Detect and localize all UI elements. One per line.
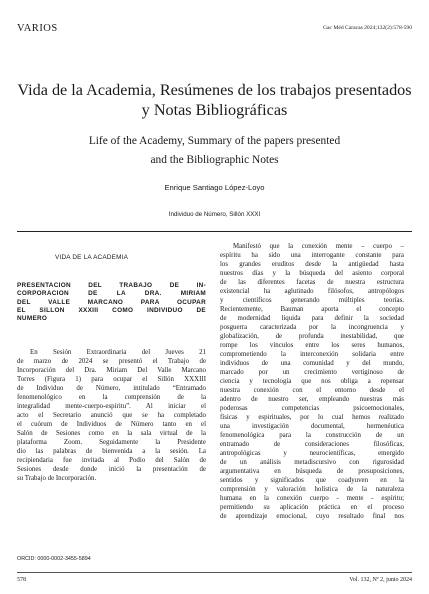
- body-line: acto el Secretario anunció que se ha completado: [17, 412, 206, 420]
- left-subheading: [17, 282, 206, 323]
- body-line: de aprendizaje emocional, cuyo resultado final nos: [220, 513, 404, 521]
- body-line: globalización, de profunda inestabilidad, que: [220, 333, 404, 341]
- title-en-line-2: and the Bibliographic Notes: [150, 154, 279, 166]
- header-divider: [17, 231, 412, 232]
- body-line: nuestros días y la búsqueda del asiento corporal: [220, 270, 404, 278]
- body-line: En Sesión Extraordinaria del Jueves 21: [30, 349, 206, 356]
- body-line: adentro de nuestro ser, empleando nuestras más: [220, 396, 404, 404]
- body-line: Recientemente, Bauman aporta el concepto: [220, 306, 404, 314]
- section-label: VARIOS: [17, 23, 58, 34]
- body-line: espíritu ha sido una interrogante constante para: [220, 252, 404, 260]
- body-line: entramado de consideraciones filosóficas,: [220, 441, 404, 449]
- footer-divider: [17, 572, 412, 573]
- body-line: de las diferentes facetas de nuestra estructura: [220, 279, 404, 287]
- orcid-note: ORCID: 0000-0002-3455-5894: [17, 556, 91, 562]
- article-title-english: [0, 132, 429, 170]
- body-line: Torres (Figura 1) para ocupar el Sillón XXXIII: [17, 376, 206, 384]
- volume-info: Vol. 132, Nº 2, junio 2024: [349, 577, 412, 583]
- body-line: recipiendaria fue invitada al Podio del Salón de: [17, 457, 206, 465]
- body-line: plataforma Zoom. Seguidamente la Presidente: [17, 439, 206, 447]
- body-line: comprensión y valoración holística de la naturaleza: [220, 486, 404, 494]
- body-line: fenomenológica para la construcción de un: [220, 432, 404, 440]
- body-line: de Individuo de Número, intitulado “Entramado: [17, 385, 206, 393]
- body-line: integralidad mente-cuerpo-espíritu”. Al iniciar el: [17, 403, 206, 411]
- body-line: de un análisis metadiscursivo con rigurosidad: [220, 459, 404, 467]
- subheading-line: DEL VALLE MARCANO PARA OCUPAR: [17, 298, 206, 306]
- body-line: Sesiones desde donde inició la presentación de: [17, 466, 206, 474]
- subheading-line: EL SILLÓN XXXIII COMO INDIVIDUO DE: [17, 306, 206, 314]
- title-es-line-1: Vida de la Academia, Resúmenes de los trabajos presentados: [17, 81, 412, 99]
- right-body-text: [220, 242, 404, 521]
- body-line: marcado por un crecimiento vertiginoso de: [220, 369, 404, 377]
- body-line: sentidos y significados que coadyuven en la: [220, 477, 404, 485]
- body-line: ciencia y tecnología que nos obliga a repensar: [220, 378, 404, 386]
- body-line: argumentativa en búsqueda de presuposiciones,: [220, 468, 404, 476]
- body-line: nuestra conexión con el entorno desde el: [220, 387, 404, 395]
- left-body-text: [17, 348, 206, 483]
- body-line: físicas y espirituales, por lo cual hemos realizado: [220, 414, 404, 422]
- body-line: humana en la conexión cuerpo - mente - espíritu;: [220, 495, 404, 503]
- body-line: comprometiendo la interconexión solidaria entre: [220, 351, 404, 359]
- left-section-heading: VIDA DE LA ACADEMIA: [55, 254, 129, 261]
- subheading-line: CORPORACIÓN DE LA DRA. MIRIAM: [17, 290, 206, 298]
- body-line: el cuórum de Individuos de Número tanto en el: [17, 421, 206, 429]
- article-title-spanish: [0, 80, 429, 120]
- body-line: individuos de una comunidad y del mundo,: [220, 360, 404, 368]
- body-line: Salón de Sesiones como en la sala virtual de la: [17, 430, 206, 438]
- body-line: una investigación documental, hermenéutica: [220, 423, 404, 431]
- body-line: de marzo de 2024 se presentó el Trabajo de: [17, 358, 206, 366]
- subheading-line: NÚMERO: [17, 315, 48, 323]
- page-number: 578: [17, 577, 26, 583]
- body-line: de modernidad líquida para definir la sociedad: [220, 315, 404, 323]
- journal-reference: Gac Méd Caracas 2024;132(2):578-590: [322, 25, 412, 31]
- body-line: dio las palabras de bienvenida a la sesión. La: [17, 448, 206, 456]
- body-line: rompe los vínculos entre los seres humanos,: [220, 342, 404, 350]
- author-affiliation: Individuo de Número, Sillón XXXI: [168, 211, 261, 218]
- body-line: antropológicas y neurocientíficas, emergido: [220, 450, 404, 458]
- body-line: los grandes eruditos desde la antigüedad hasta: [220, 261, 404, 269]
- body-line: poderosas competencias psicoemocionales,: [220, 405, 404, 413]
- body-line: Manifestó que la conexión mente – cuerpo –: [233, 243, 404, 250]
- body-line: y científicos generando múltiples teorías.: [220, 297, 404, 305]
- body-line: permitiendo su aplicación práctica en el proceso: [220, 504, 404, 512]
- body-line: Incorporación del Dra. Miriam Del Valle Marcano: [17, 367, 206, 375]
- body-line: posguerra caracterizada por la incongruencia y: [220, 324, 404, 332]
- title-es-line-2: y Notas Bibliográficas: [141, 101, 288, 119]
- body-line: su Trabajo de Incorporación.: [17, 475, 97, 483]
- title-en-line-1: Life of the Academy, Summary of the papers presented: [88, 135, 341, 147]
- body-line: existencial ha aglutinado filósofos, antropólogos: [220, 288, 404, 296]
- author-name: Enrique Santiago López-Loyo: [164, 183, 265, 192]
- body-line: fenomenológico en la comprensión de la: [17, 394, 206, 402]
- subheading-line: PRESENTACIÓN DEL TRABAJO DE IN-: [17, 282, 206, 289]
